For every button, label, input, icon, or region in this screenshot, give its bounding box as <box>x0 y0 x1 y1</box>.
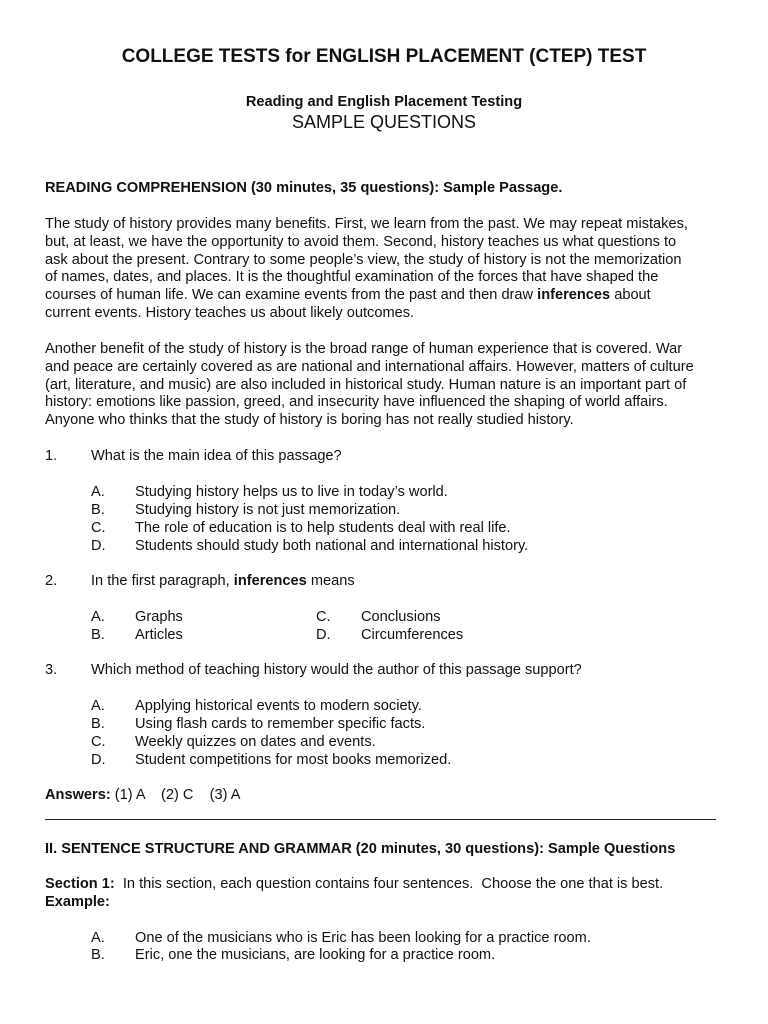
question-bold-word: inferences <box>233 573 307 589</box>
section-1-text: In this section, each question contains four sentences. Choose the one that is best. <box>114 876 664 892</box>
document-title: COLLEGE TESTS for ENGLISH PLACEMENT (CTEP) TEST <box>121 46 647 67</box>
q1-option-a-text: Studying history helps us to live in today’s world. <box>135 484 448 500</box>
q2-option-d-letter: D. <box>316 627 331 643</box>
section-divider <box>45 819 716 820</box>
q3-option-b-text: Using flash cards to remember specific facts. <box>135 716 426 732</box>
passage-paragraph-1 <box>45 216 725 323</box>
passage-line: history: emotions like passion, greed, and insecurity have influenced the shaping of world affairs. <box>45 394 668 411</box>
q1-option-a-letter: A. <box>91 484 105 500</box>
q2-option-b-letter: B. <box>91 627 105 643</box>
q3-option-c-text: Weekly quizzes on dates and events. <box>135 734 376 750</box>
example-option-b-letter: B. <box>91 947 105 963</box>
q1-option-c-letter: C. <box>91 520 106 536</box>
passage-line: and peace are certainly covered as are national and international affairs. However, matters of culture <box>45 358 694 375</box>
question-3-text: Which method of teaching history would the author of this passage support? <box>91 662 582 678</box>
passage-text: about <box>610 287 651 304</box>
q3-option-a-text: Applying historical events to modern society. <box>135 698 422 714</box>
passage-line: Anyone who thinks that the study of history is boring has not really studied history. <box>45 412 574 429</box>
q2-option-c-text: Conclusions <box>361 609 441 625</box>
document-subtitle-sample: SAMPLE QUESTIONS <box>291 112 477 132</box>
q3-option-a-letter: A. <box>91 698 105 714</box>
q3-option-d-text: Student competitions for most books memorized. <box>135 752 452 768</box>
passage-line <box>45 287 725 305</box>
example-label: Example: <box>45 894 110 910</box>
document-subtitle: Reading and English Placement Testing <box>245 94 523 110</box>
answers-label: Answers: <box>45 787 111 803</box>
section-1-label: Section 1: <box>45 876 115 892</box>
example-option-a-letter: A. <box>91 930 105 946</box>
q2-option-a-letter: A. <box>91 609 105 625</box>
section-1-instructions <box>45 876 663 892</box>
q3-option-b-letter: B. <box>91 716 105 732</box>
passage-line: ask about the present. Contrary to some people’s view, the study of history is not the memorization <box>45 251 682 268</box>
q1-option-d-letter: D. <box>91 538 106 554</box>
q3-option-d-letter: D. <box>91 752 106 768</box>
passage-line: but, at least, we have the opportunity to avoid them. Second, history teaches us what questions to <box>45 233 677 250</box>
passage-paragraph-2 <box>45 341 725 430</box>
question-text: means <box>306 573 355 589</box>
q3-option-c-letter: C. <box>91 734 106 750</box>
question-2-text <box>91 573 355 589</box>
q1-option-b-text: Studying history is not just memorization. <box>135 502 401 518</box>
question-1-text: What is the main idea of this passage? <box>91 448 342 464</box>
q2-option-b-text: Articles <box>135 627 183 643</box>
passage-bold-word: inferences <box>537 287 611 304</box>
question-text: In the first paragraph, <box>91 573 234 589</box>
passage-line: current events. History teaches us about likely outcomes. <box>45 304 415 321</box>
q2-option-c-letter: C. <box>316 609 331 625</box>
answers-line <box>45 787 240 803</box>
example-option-a-text: One of the musicians who is Eric has been looking for a practice room. <box>135 930 591 946</box>
answers-text: (1) A (2) C (3) A <box>110 787 241 803</box>
q1-option-b-letter: B. <box>91 502 105 518</box>
example-option-b-text: Eric, one the musicians, are looking for a practice room. <box>135 947 496 963</box>
passage-line: Another benefit of the study of history is the broad range of human experience that is covered. War <box>45 341 683 357</box>
passage-line: The study of history provides many benefits. First, we learn from the past. We may repeat mistakes, <box>45 216 688 232</box>
passage-line: of names, dates, and places. It is the thoughtful examination of the forces that have shaped the <box>45 269 659 286</box>
reading-heading: READING COMPREHENSION (30 minutes, 35 questions): Sample Passage. <box>45 180 563 196</box>
passage-text: courses of human life. We can examine events from the past and then draw <box>45 287 538 304</box>
grammar-heading: II. SENTENCE STRUCTURE AND GRAMMAR (20 minutes, 30 questions): Sample Questions <box>45 841 676 857</box>
q1-option-d-text: Students should study both national and international history. <box>135 538 529 554</box>
q2-option-a-text: Graphs <box>135 609 183 625</box>
q1-option-c-text: The role of education is to help students deal with real life. <box>135 520 511 536</box>
question-2-number: 2. <box>45 573 58 589</box>
question-3-number: 3. <box>45 662 58 678</box>
question-1-number: 1. <box>45 448 58 464</box>
q2-option-d-text: Circumferences <box>361 627 464 643</box>
passage-line: (art, literature, and music) are also included in historical study. Human nature is an important part of <box>45 376 687 393</box>
